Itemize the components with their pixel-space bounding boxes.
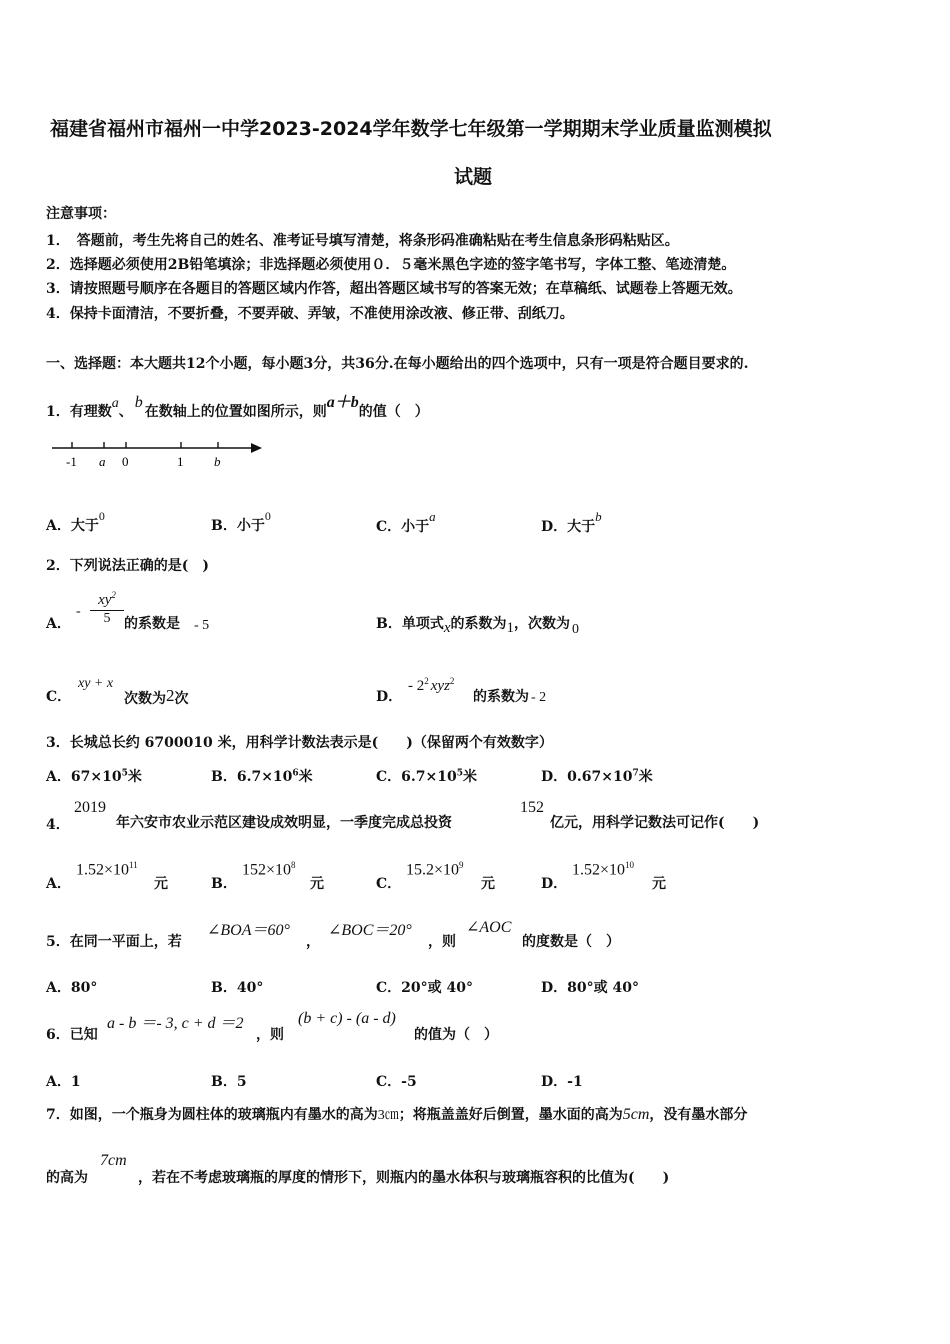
option-b[interactable]: B．5: [211, 1074, 247, 1090]
question-4-text: 年六安市农业示范区建设成效明显，一季度完成总投资: [116, 815, 452, 831]
option-b[interactable]: B．单项式x的系数为1，次数为 0: [376, 616, 580, 637]
option-b[interactable]: B．$6.7\times 10^6$米: [211, 768, 313, 785]
option-c[interactable]: C．: [46, 689, 72, 705]
notice-item: 2．选择题必须使用2B铅笔填涂；非选择题必须使用０．５毫米黑色字迹的签字笔书写，字体工整、笔迹清楚。: [46, 257, 736, 273]
option-d[interactable]: D．-1: [541, 1074, 583, 1090]
question-6-given: a - b ＝- 3, c + d ＝2: [107, 1015, 244, 1032]
option-c-unit: 元: [481, 876, 495, 892]
question-7-line2-text-2: ，若在不考虑玻璃瓶的厚度的情形下，则瓶内的墨水体积与玻璃瓶容积的比值为( ): [138, 1170, 670, 1186]
question-3-stem: 3．长城总长约 6700010 米，用科学计数法表示是( )（保留两个有效数字）: [46, 735, 553, 751]
option-c[interactable]: C．-5: [376, 1074, 417, 1090]
question-2-stem: 2．下列说法正确的是( ): [46, 558, 209, 574]
question-4-text-2: 亿元，用科学记数法可记作( ): [550, 815, 760, 831]
option-d[interactable]: D．大于b: [541, 509, 602, 535]
axis-label: a: [99, 454, 106, 469]
option-d-unit: 元: [652, 876, 666, 892]
section-heading: 一、选择题：本大题共12个小题，每小题3分，共36分.在每小题给出的四个选项中，只有一项是符合题目要求的.: [46, 356, 749, 372]
option-a[interactable]: A．: [46, 616, 71, 632]
option-d[interactable]: D．80°或 40°: [541, 980, 639, 996]
question-6-sep: ，则: [256, 1027, 284, 1043]
option-b-unit: 元: [310, 876, 324, 892]
question-6-text-2: 的值为（ ）: [414, 1027, 498, 1043]
question-6-expr: (b + c) - (a - d): [298, 1010, 396, 1027]
question-4-number: 4．: [46, 817, 70, 833]
option-b-math: $152\times 10^8$: [242, 860, 296, 879]
axis-label: b: [214, 454, 221, 469]
option-d-text: 的系数为 - 2: [473, 689, 547, 705]
option-a[interactable]: A．大于0: [46, 509, 105, 534]
axis-label: 1: [177, 454, 184, 469]
option-b[interactable]: B．: [211, 876, 237, 892]
axis-label: -1: [66, 454, 77, 469]
option-c-text: 次数为2次: [124, 686, 189, 707]
minus-sign: -: [76, 604, 81, 619]
option-a-unit: 元: [154, 876, 168, 892]
question-1-stem: 1．有理数a、b在数轴上的位置如图所示，则a＋b的值（ ）: [46, 394, 429, 420]
option-d[interactable]: D．: [376, 689, 403, 705]
option-c[interactable]: C．: [376, 876, 402, 892]
question-5-sep: ，: [306, 934, 320, 950]
question-7-line1: 7．如图，一个瓶身为圆柱体的玻璃瓶内有墨水的高为3㎝；将瓶盖盖好后倒置，墨水面的高为5cm，没有墨水部分: [46, 1106, 748, 1123]
notice-item: 3．请按照题号顺序在各题目的答题区域内作答，超出答题区域书写的答案无效；在草稿纸、试题卷上答题无效。: [46, 281, 742, 297]
question-5-angle-boa: ∠BOA＝60°: [207, 922, 290, 939]
question-5-text: 5．在同一平面上，若: [46, 934, 182, 950]
option-a[interactable]: A．80°: [46, 980, 98, 996]
option-c-math: $15.2\times 10^9$: [406, 860, 464, 879]
question-7-height: 7cm: [100, 1152, 127, 1169]
option-c[interactable]: C．小于a: [376, 509, 436, 535]
question-4-amount: 152: [520, 799, 544, 816]
option-a[interactable]: A．: [46, 876, 71, 892]
axis-label: 0: [122, 454, 129, 469]
option-c[interactable]: C．$6.7\times 10^5$米: [376, 768, 477, 785]
option-a-text: 的系数是: [124, 616, 180, 632]
option-a-value: - 5: [194, 618, 210, 633]
option-c[interactable]: C．20°或 40°: [376, 980, 473, 996]
notice-item: 1． 答题前，考生先将自己的姓名、准考证号填写清楚，将条形码准确粘贴在考生信息条形码粘贴区。: [46, 233, 679, 249]
option-d-math: $1.52\times 10^{10}$: [572, 860, 635, 879]
question-5-angle-aoc: ∠AOC: [466, 919, 512, 936]
notice-item: 4．保持卡面清洁，不要折叠，不要弄破、弄皱，不准使用涂改液、修正带、刮纸刀。: [46, 306, 574, 322]
page-title: 福建省福州市福州一中学2023-2024学年数学七年级第一学期期末学业质量监测模拟: [50, 118, 772, 140]
question-5-angle-boc: ∠BOC＝20°: [328, 922, 412, 939]
option-a[interactable]: A．1: [46, 1074, 81, 1090]
question-7-line2-text: 的高为: [46, 1170, 88, 1186]
number-line: [48, 436, 268, 472]
option-a-math: $1.52\times 10^{11}$: [76, 860, 138, 879]
option-a[interactable]: A．$67\times 10^5$米: [46, 768, 142, 785]
fraction: $xy^2$ 5: [90, 590, 124, 627]
option-d[interactable]: D．$0.67\times 10^7$米: [541, 768, 653, 785]
option-b[interactable]: B．40°: [211, 980, 264, 996]
option-b[interactable]: B．小于0: [211, 509, 271, 534]
question-6-text: 6．已知: [46, 1027, 98, 1043]
notice-heading: 注意事项：: [46, 206, 116, 222]
question-5-text-2: 的度数是（ ）: [522, 934, 620, 950]
option-d[interactable]: D．: [541, 876, 568, 892]
option-d-expr: - $2^2$ xyz$^2$: [408, 676, 455, 694]
option-c-expr: xy + x: [78, 676, 114, 691]
question-4-year: 2019: [74, 799, 106, 816]
question-5-sep-2: ，则: [428, 934, 456, 950]
page-title-line2: 试题: [454, 166, 493, 188]
